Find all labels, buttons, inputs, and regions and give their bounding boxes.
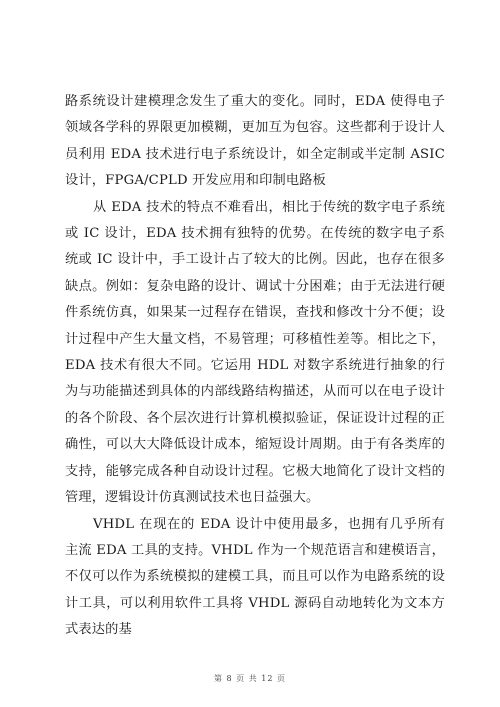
paragraph-1: 路系统设计建模理念发生了重大的变化。同时，EDA 使得电子领域各学科的界限更加模糊，更加互为包容。这些都利于设计人员利用 EDA 技术进行电子系统设计，如全定制或半定制 ASIC 设计，FPGA/CPLD 开发应用和印制电路板 xyxy=(65,94,445,189)
page-number-label: 第 8 页 共 12 页 xyxy=(214,674,286,683)
document-body xyxy=(65,89,445,644)
page-footer xyxy=(0,673,500,684)
paragraph-2: 从 EDA 技术的特点不难看出，相比于传统的数字电子系统或 IC 设计，EDA 技术拥有独特的优势。在传统的数字电子系统或 IC 设计中，手工设计占了较大的比例。因此，也存在很多缺点。例如：复杂电路的设计、调试十分困难；由于无法进行硬件系统仿真，如果某一过程存在错误，查找和修改十分不便；设计过程中产生大量文档，不易管理；可移植性差等。相比之下，EDA 技术有很大不同。它运用 HDL 对数字系统进行抽象的行为与功能描述到具体的内部线路结构描述，从而可以在电子设计的各个阶段、各个层次进行计算机模拟验证，保证设计过程的正确性，可以大大降低设计成本，缩短设计周期。由于有各类库的支持，能够完成各种自动设计过程。它极大地简化了设计文档的管理，逻辑设计仿真测试技术也日益强大。 xyxy=(65,199,445,506)
paragraph-3: VHDL 在现在的 EDA 设计中使用最多，也拥有几乎所有主流 EDA 工具的支持。VHDL 作为一个规范语言和建模语言，不仅可以作为系统模拟的建模工具，而且可以作为电路系统的设计工具，可以利用软件工具将 VHDL 源码自动地转化为文本方式表达的基 xyxy=(65,516,445,638)
